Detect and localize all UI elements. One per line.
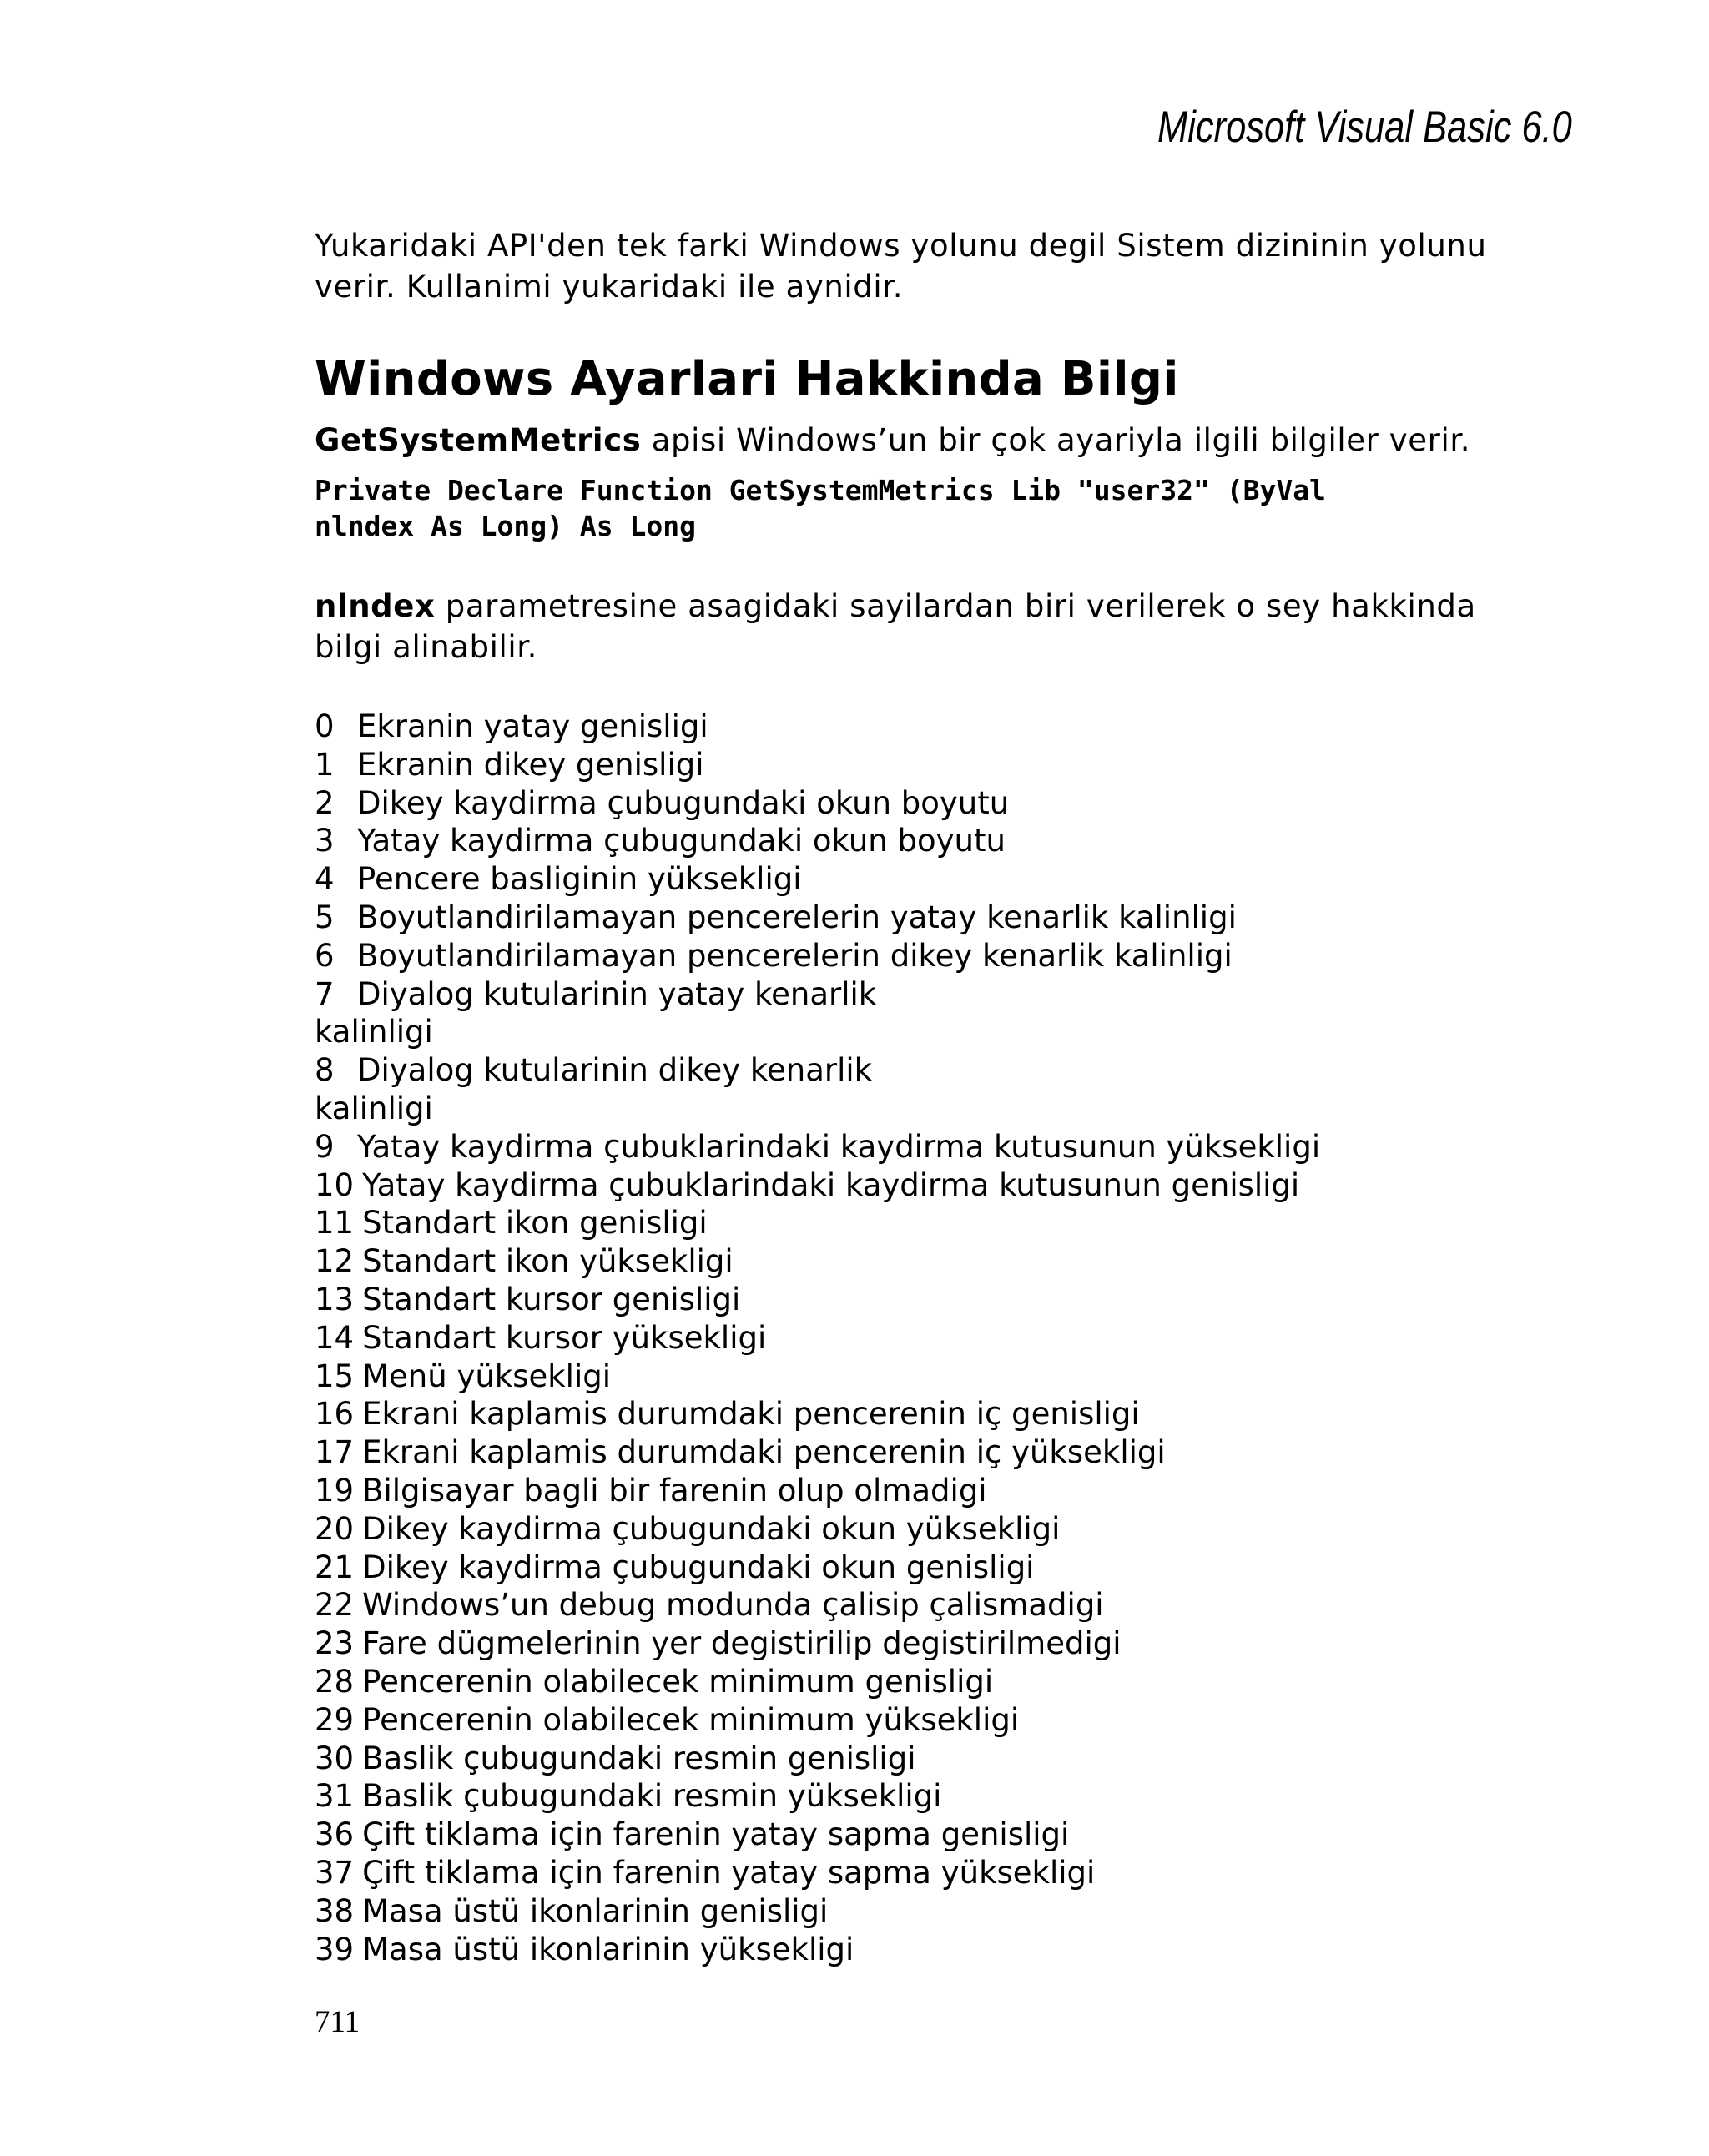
- list-item-text: Baslik çubugundaki resmin genisligi: [362, 1740, 916, 1776]
- list-item: [315, 1625, 1516, 1663]
- list-item-text: Boyutlandirilamayan pencerelerin dikey kenarlik kalinligi: [357, 937, 1233, 974]
- code-line-2: nlndex As Long) As Long: [315, 510, 696, 542]
- list-item-text: Ekranin yatay genisligi: [357, 708, 708, 744]
- list-item: [315, 1549, 1516, 1587]
- list-item-text: Dikey kaydirma çubugundaki okun yüksekligi: [362, 1510, 1061, 1547]
- list-item-number: 21: [315, 1549, 355, 1585]
- parameter-paragraph: [315, 586, 1516, 667]
- parameter-name: nlndex: [315, 588, 436, 624]
- list-item-number: 19: [315, 1472, 355, 1509]
- list-item-text: Masa üstü ikonlarinin genisligi: [362, 1892, 829, 1929]
- list-item-text: Dikey kaydirma çubugundaki okun genisligi: [362, 1549, 1035, 1585]
- list-item-text: Standart kursor genisligi: [362, 1281, 741, 1317]
- code-line-1: Private Declare Function GetSystemMetrics Lib "user32" (ByVal: [315, 474, 1326, 506]
- intro-paragraph: Yukaridaki API'den tek farki Windows yolunu degil Sistem dizininin yolunu verir. Kullanimi yukaridaki ile aynidir.: [315, 228, 1487, 305]
- list-item: [315, 899, 1516, 937]
- list-item-text: Pencerenin olabilecek minimum genisligi: [362, 1663, 994, 1700]
- list-item-text: Pencere basliginin yüksekligi: [357, 861, 802, 898]
- list-item: [315, 1433, 1516, 1472]
- list-item-number: 16: [315, 1396, 355, 1433]
- list-item: [315, 822, 1516, 860]
- list-item: [315, 1358, 1516, 1396]
- list-item: [315, 1281, 1516, 1319]
- list-item-number: 30: [315, 1740, 355, 1776]
- list-item-number: 13: [315, 1281, 355, 1317]
- list-item-number: 38: [315, 1892, 355, 1929]
- list-item-number: 9: [315, 1128, 335, 1165]
- list-item-number: 36: [315, 1816, 355, 1853]
- list-item-text: Yatay kaydirma çubugundaki okun boyutu: [357, 823, 1006, 859]
- list-item-number: 29: [315, 1701, 355, 1738]
- list-item-text: Çift tiklama için farenin yatay sapma genisligi: [362, 1816, 1070, 1853]
- list-item-text: Masa üstü ikonlarinin yüksekligi: [362, 1931, 854, 1967]
- list-item-number: 7: [315, 975, 335, 1012]
- page-content: [315, 225, 1516, 1968]
- list-item-continuation: kalinligi: [315, 1014, 433, 1050]
- list-item-text: Diyalog kutularinin yatay kenarlik: [357, 975, 877, 1012]
- list-item: [315, 975, 1516, 1052]
- list-item-text: Çift tiklama için farenin yatay sapma yüksekligi: [362, 1854, 1096, 1891]
- list-item: [315, 860, 1516, 899]
- list-item: [315, 708, 1516, 746]
- list-item-text: Bilgisayar bagli bir farenin olup olmadigi: [362, 1472, 987, 1509]
- list-item-number: 5: [315, 899, 335, 935]
- list-item: [315, 1166, 1516, 1205]
- list-item: [315, 937, 1516, 975]
- list-item-text: Dikey kaydirma çubugundaki okun boyutu: [357, 784, 1010, 821]
- list-item-number: 2: [315, 784, 335, 821]
- lead-api-name: GetSystemMetrics: [315, 422, 642, 458]
- list-item-number: 39: [315, 1931, 355, 1967]
- list-item-text: Ekrani kaplamis durumdaki pencerenin iç yüksekligi: [362, 1434, 1166, 1471]
- section-heading: Windows Ayarlari Hakkinda Bilgi: [315, 352, 1179, 406]
- list-item: [315, 1472, 1516, 1510]
- list-item-text: Baslik çubugundaki resmin yüksekligi: [362, 1778, 942, 1815]
- page-number: 711: [315, 2005, 360, 2039]
- parameter-text: parametresine asagidaki sayilardan biri verilerek o sey hakkinda bilgi alinabilir.: [315, 588, 1476, 665]
- list-item: [315, 784, 1516, 823]
- list-item-text: Yatay kaydirma çubuklarindaki kaydirma kutusunun yüksekligi: [357, 1128, 1321, 1165]
- running-header-title: Microsoft Visual Basic 6.0: [1157, 103, 1572, 152]
- list-item: [315, 1128, 1516, 1166]
- list-item-text: Windows’un debug modunda çalisip çalismadigi: [362, 1587, 1104, 1624]
- list-item: [315, 1586, 1516, 1625]
- list-item: [315, 1204, 1516, 1242]
- list-item-number: 6: [315, 937, 335, 974]
- list-item: [315, 1931, 1516, 1969]
- list-item-number: 37: [315, 1854, 355, 1891]
- metrics-list: [315, 708, 1516, 1968]
- lead-paragraph: [315, 420, 1516, 461]
- list-item: [315, 1740, 1516, 1778]
- list-item-text: Standart ikon yüksekligi: [362, 1243, 734, 1280]
- list-item: [315, 1663, 1516, 1701]
- list-item-number: 1: [315, 746, 335, 783]
- list-item: [315, 1510, 1516, 1549]
- list-item: [315, 1854, 1516, 1892]
- list-item-text: Pencerenin olabilecek minimum yüksekligi: [362, 1701, 1020, 1738]
- code-block: [315, 472, 1516, 544]
- list-item-text: Menü yüksekligi: [362, 1358, 612, 1394]
- list-item-number: 15: [315, 1358, 355, 1394]
- list-item-number: 31: [315, 1778, 355, 1815]
- list-item: [315, 1319, 1516, 1358]
- list-item-text: Standart ikon genisligi: [362, 1205, 708, 1242]
- list-item: [315, 1777, 1516, 1816]
- lead-text: apisi Windows’un bir çok ayariyla ilgili bilgiler verir.: [641, 422, 1471, 458]
- list-item-number: 22: [315, 1587, 355, 1624]
- list-item: [315, 746, 1516, 784]
- list-item-text: Ekrani kaplamis durumdaki pencerenin iç genisligi: [362, 1396, 1140, 1433]
- list-item: [315, 1242, 1516, 1281]
- list-item-number: 17: [315, 1434, 355, 1471]
- list-item-text: Diyalog kutularinin dikey kenarlik: [357, 1052, 873, 1089]
- list-item-number: 28: [315, 1663, 355, 1700]
- list-item-text: Fare dügmelerinin yer degistirilip degistirilmedigi: [362, 1625, 1122, 1662]
- list-item-number: 23: [315, 1625, 355, 1662]
- list-item: [315, 1816, 1516, 1854]
- list-item-number: 10: [315, 1166, 355, 1203]
- list-item-number: 4: [315, 861, 335, 898]
- list-item-number: 0: [315, 708, 335, 744]
- list-item-text: Boyutlandirilamayan pencerelerin yatay kenarlik kalinligi: [357, 899, 1237, 935]
- list-item-number: 3: [315, 823, 335, 859]
- list-item: [315, 1395, 1516, 1433]
- list-item-number: 12: [315, 1243, 355, 1280]
- list-item-text: Yatay kaydirma çubuklarindaki kaydirma kutusunun genisligi: [362, 1166, 1300, 1203]
- list-item-number: 14: [315, 1319, 355, 1356]
- list-item: [315, 1051, 1516, 1128]
- list-item: [315, 1892, 1516, 1931]
- list-item-number: 20: [315, 1510, 355, 1547]
- list-item-number: 11: [315, 1205, 355, 1242]
- list-item-number: 8: [315, 1052, 335, 1089]
- list-item-continuation: kalinligi: [315, 1090, 433, 1126]
- list-item: [315, 1701, 1516, 1740]
- list-item-text: Standart kursor yüksekligi: [362, 1319, 767, 1356]
- list-item-text: Ekranin dikey genisligi: [357, 746, 704, 783]
